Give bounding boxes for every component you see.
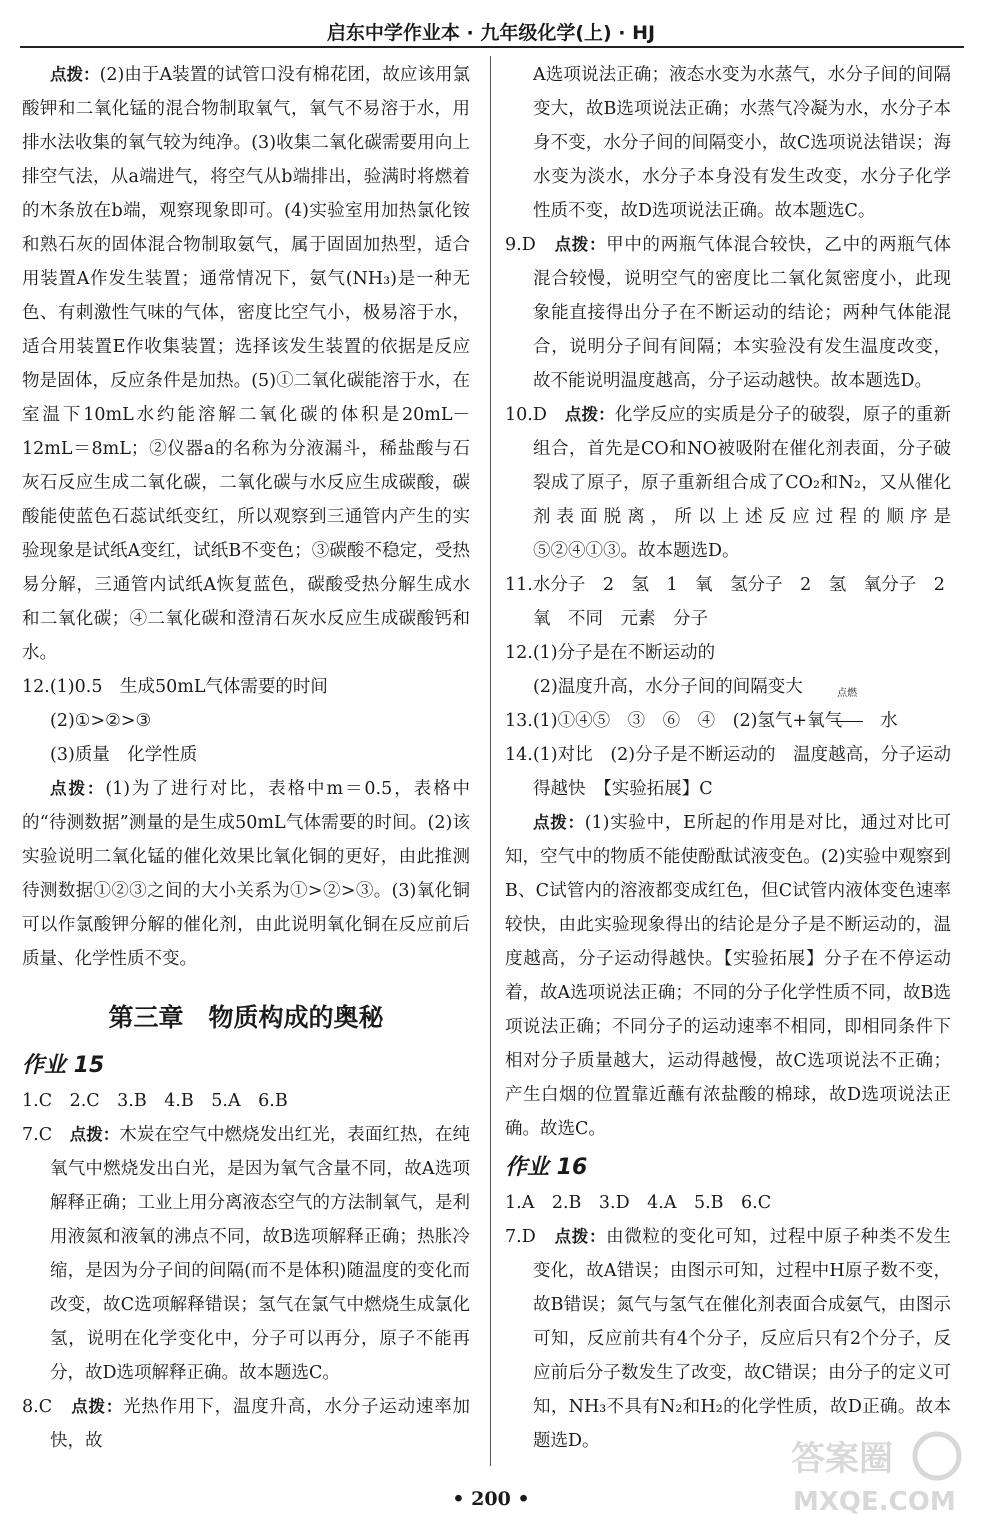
- homework-heading-16: 作业 16: [505, 1155, 588, 1180]
- explanation-continued: A选项说法正确；液态水变为水蒸气，水分子间的间隔变大，故B选项说法正确；水蒸气冷凝为水，水分子本身不变，水分子间的间隔变小，故C选项说法错误；海水变为淡水，水分子本身没有发生改变，水分子化学性质不变，故D选项说法正确。故本题选C。: [533, 65, 951, 221]
- answer-12-part2: (2)温度升高，水分子间的间隔变大: [533, 677, 803, 697]
- answer-11-line1: 11.水分子 2 氢 1 氧 氢分子 2 氢 氧分子 2: [505, 575, 945, 595]
- right-column: [505, 58, 951, 1458]
- homework-heading-15: 作业 15: [22, 1053, 105, 1078]
- answer-10: 10.D 点拨：化学反应的实质是分子的破裂，原子的重新组合，首先是CO和NO被吸附在催化剂表面，分子破裂成了原子，原子重新组合成了CO₂和N₂，又从催化剂表面脱离，所以上述反应过程的顺序是⑤②④①③。故本题选D。: [505, 405, 951, 561]
- reaction-arrow: [837, 688, 878, 738]
- multiple-choice-answers-16: 1.A 2.B 3.D 4.A 5.B 6.C: [505, 1193, 772, 1213]
- multiple-choice-answers-15: 1.C 2.C 3.B 4.B 5.A 6.B: [22, 1091, 288, 1111]
- answer-11-line2: 氧 不同 元素 分子: [533, 609, 708, 629]
- page-number: • 200 •: [452, 1488, 530, 1510]
- hint-keyword: 点拨：: [50, 65, 100, 84]
- answer-13: [505, 688, 951, 738]
- answer-12-part1: 12.(1)分子是在不断运动的: [505, 643, 716, 663]
- answer-7: 7.D 点拨：由微粒的变化可知，过程中原子种类不发生变化，故A错误；由图示可知，过程中H原子数不变，故B错误；氮气与氢气在催化剂表面合成氨气，由图示可知，反应前共有4个分子，反应后只有2个分子，反应前后分子数发生了改变，故C错误；由分子的定义可知，NH₃不具有N₂和H₂的化学性质，故D正确。故本题选D。: [505, 1227, 952, 1451]
- hint-keyword: 点拨：: [533, 813, 585, 832]
- watermark-text-cn: 答案圈: [791, 1439, 893, 1479]
- answer-9: 9.D 点拨：甲中的两瓶气体混合较快，乙中的两瓶气体混合较慢，说明空气的密度比二氧化氮密度小，此现象能直接得出分子在不断运动的结论；两种气体能混合，说明分子间有间隔；本实验没有发生温度改变，故不能说明温度越高，分子运动越快。故本题选D。: [505, 235, 952, 391]
- hint-keyword: 点拨：: [50, 779, 106, 798]
- explanation-paragraph: 点拨：(1)实验中，E所起的作用是对比，通过对比可知，空气中的物质不能使酚酞试液变色。(2)实验中观察到B、C试管内的溶液都变成红色，但C试管内液体变色速率较快，由此实验现象得出的结论是分子是不断运动的，温度越高，分子运动得越快。【实验拓展】分子在不停运动着，故A选项说法正确；不同的分子化学性质不同，故B选项说法正确；不同分子的运动速率不相同，即相同条件下相对分子质量越大，运动得越慢，故C选项说法不正确；产生白烟的位置靠近蘸有浓盐酸的棉球，故D选项说法正确。故选C。: [505, 813, 952, 1139]
- page-header: 启东中学作业本 · 九年级化学(上) · HJ: [326, 22, 656, 44]
- reaction-condition: 点燃: [837, 688, 858, 699]
- arrow-line: [831, 721, 863, 722]
- answer-13-text: 13.(1)①④⑤ ③ ⑥ ④ (2)氢气+氧气: [505, 711, 843, 731]
- answer-12-part2: (2)①>②>③: [50, 711, 152, 731]
- answer-12-part3: (3)质量 化学性质: [50, 745, 198, 765]
- hint-keyword: 点拨：: [554, 235, 607, 254]
- answer-12-part1: 12.(1)0.5 生成50mL气体需要的时间: [22, 677, 328, 697]
- answer-13-product: 水: [880, 711, 898, 731]
- chapter-title: 第三章 物质构成的奥秘: [108, 1003, 384, 1032]
- explanation-paragraph: 点拨：(1)为了进行对比，表格中m＝0.5，表格中的“待测数据”测量的是生成50mL气体需要的时间。(2)该实验说明二氧化锰的催化效果比氧化铜的更好，由此推测待测数据①②③之间的大小关系为①>②>③。(3)氧化铜可以作氯酸钾分解的催化剂，由此说明氧化铜在反应前后质量、化学性质不变。: [22, 779, 471, 969]
- answer-8: 8.C 点拨：光热作用下，温度升高，水分子运动速率加快，故: [22, 1397, 470, 1451]
- explanation-paragraph: 点拨：(2)由于A装置的试管口没有棉花团，故应该用氯酸钾和二氧化锰的混合物制取氧气，氧气不易溶于水，用排水法收集的氧气较为纯净。(3)收集二氧化碳需要用向上排空气法，从a端进气，将空气从b端排出，验满时将燃着的木条放在b端，观察现象即可。(4)实验室用加热氯化铵和熟石灰的固体混合物制取氨气，属于固固加热型，适合用装置A作发生装置；通常情况下，氨气(NH₃)是一种无色、有刺激性气味的气体，密度比空气小，极易溶于水，适合用装置E作收集装置；选择该发生装置的依据是反应物是固体，反应条件是加热。(5)①二氧化碳能溶于水，在室温下10mL水约能溶解二氧化碳的体积是20mL－12mL＝8mL；②仪器a的名称为分液漏斗，稀盐酸与石灰石反应生成二氧化碳，二氧化碳与水反应生成碳酸，碳酸能使蓝色石蕊试纸变红，所以观察到三通管内产生的实验现象是试纸A变红，试纸B不变色；③碳酸不稳定，受热易分解，三通管内试纸A恢复蓝色，碳酸受热分解生成水和二氧化碳；④二氧化碳和澄清石灰水反应生成碳酸钙和水。: [22, 65, 470, 663]
- hint-keyword: 点拨：: [69, 1125, 120, 1144]
- answer-14: 14.(1)对比 (2)分子是不断运动的 温度越高，分子运动得越快 【实验拓展】C: [505, 745, 951, 799]
- hint-keyword: 点拨：: [71, 1397, 124, 1416]
- header-rule: [20, 46, 964, 48]
- answer-7: 7.C 点拨：木炭在空气中燃烧发出红光，表面红热，在纯氧气中燃烧发出白光，是因为氧气含量不同，故A选项解释正确；工业上用分离液态空气的方法制氧气，是利用液氮和液氧的沸点不同，故B选项解释正确；热胀冷缩，是因为分子间的间隔(而不是体积)随温度的变化而改变，故C选项解释错误；氢气在氯气中燃烧生成氯化氢，说明在化学变化中，分子可以再分，原子不能再分，故D选项解释正确。故本题选C。: [22, 1125, 471, 1383]
- watermark-text-url: MXQE.COM: [793, 1487, 956, 1517]
- hint-keyword: 点拨：: [564, 405, 615, 424]
- watermark-logo: [787, 1428, 962, 1518]
- column-divider: [490, 56, 491, 1466]
- hint-keyword: 点拨：: [554, 1227, 607, 1246]
- left-column: [22, 58, 470, 1458]
